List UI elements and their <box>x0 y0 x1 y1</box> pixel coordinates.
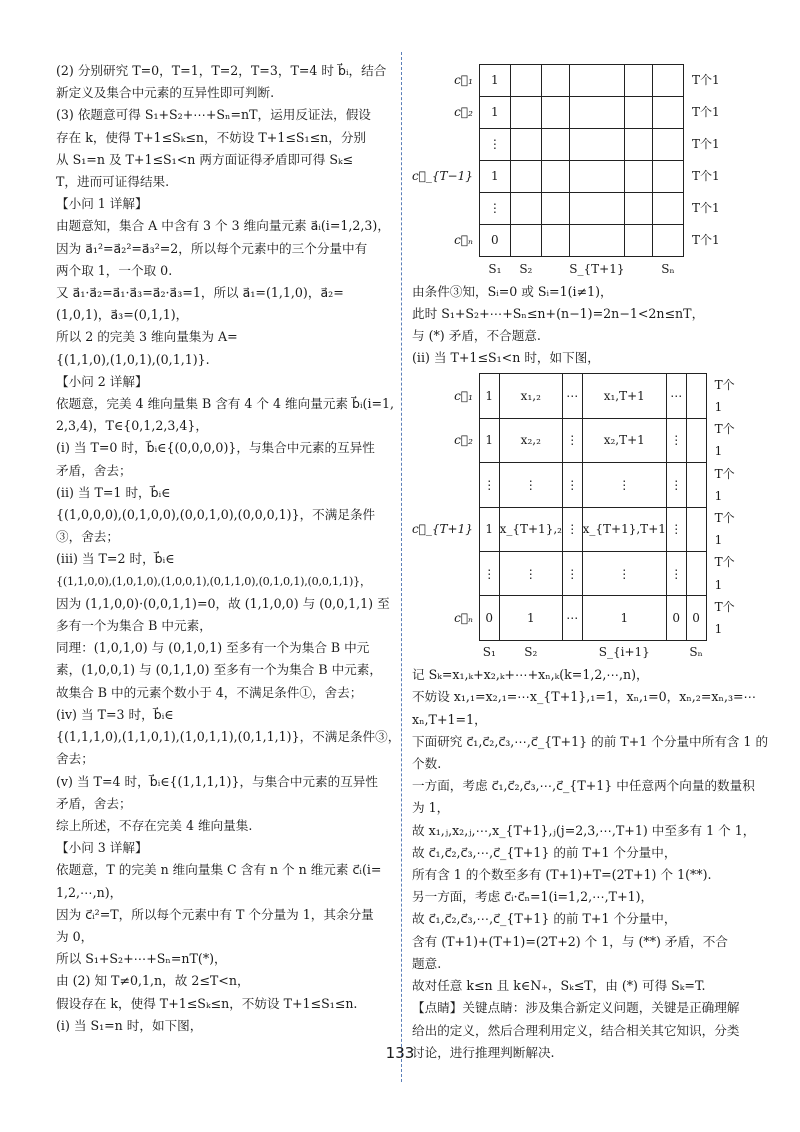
text-line: 因为 c⃗ᵢ²=T，所以每个元素中有 T 个分量为 1，其余分量 <box>56 906 374 922</box>
cell: 0 <box>666 596 686 640</box>
text-line: 与 (*) 矛盾，不合题意. <box>412 327 541 343</box>
cell <box>541 161 569 193</box>
column-sum-label: Sₙ <box>661 261 675 276</box>
column-sum-label <box>666 640 686 664</box>
text-line: 由条件③知，Sᵢ=0 或 Sᵢ=1(i≠1)， <box>412 283 613 299</box>
row-tail-label: T个1 <box>714 511 735 548</box>
text-line: 素，(1,0,0,1) 与 (0,1,1,0) 至多有一个为集合 B 中元素， <box>56 662 382 678</box>
text-line: 下面研究 c⃗₁,c⃗₂,c⃗₃,⋯,c⃗_{T+1} 的前 T+1 个分量中所有含 1 的 <box>412 733 769 749</box>
row-tail-label: T个1 <box>692 169 720 184</box>
column-sum-label <box>541 257 569 281</box>
text-line: (v) 当 T=4 时，b⃗ᵢ∈{(1,1,1,1)}，与集合中元素的互异性 <box>56 773 378 789</box>
column-sum-label <box>562 640 582 664</box>
text-line: 个数. <box>412 756 442 772</box>
cell <box>624 129 652 161</box>
text-line: 矛盾，舍去； <box>56 795 132 811</box>
cell <box>686 463 706 507</box>
cell: ⋮ <box>666 418 686 462</box>
cell: ⋮ <box>479 463 499 507</box>
cell <box>541 129 569 161</box>
text-line: 依题意，完美 4 维向量集 B 含有 4 个 4 维向量元素 b⃗ᵢ(i=1, <box>56 396 395 412</box>
cell: 1 <box>499 596 562 640</box>
row-tail-label: T个1 <box>692 201 720 216</box>
cell <box>652 225 683 257</box>
cell: ⋮ <box>582 463 666 507</box>
text-line: 此时 S₁+S₂+⋯+Sₙ≤n+(n−1)=2n−1<2n≤nT， <box>412 305 705 321</box>
cell <box>541 65 569 97</box>
text-line: 综上所述，不存在完美 4 维向量集. <box>56 817 253 833</box>
cell <box>652 193 683 225</box>
cell <box>510 193 541 225</box>
row-tail-label: T个1 <box>692 137 720 152</box>
text-line: (2) 分别研究 T=0，T=1，T=2，T=3，T=4 时 b⃗ᵢ，结合 <box>56 63 387 78</box>
row-vector-label <box>412 551 479 595</box>
cell: 1 <box>479 418 499 462</box>
text-line: 两个取 1，一个取 0. <box>56 262 173 278</box>
matrix-table-case-2 <box>412 373 740 664</box>
text-line: 给出的定义，然后合理利用定义，结合相关其它知识，分类 <box>412 1022 740 1038</box>
cell <box>541 225 569 257</box>
right-column <box>412 60 769 1064</box>
cell <box>569 97 624 129</box>
cell <box>686 551 706 595</box>
cell <box>569 129 624 161</box>
text-line: 从 S₁=n 及 T+1≤S₁<n 两方面证得矛盾即可得 Sₖ≤ <box>56 151 354 167</box>
cell <box>569 65 624 97</box>
row-tail-label: T个1 <box>714 377 735 415</box>
text-line: 因为 a⃗₁²=a⃗₂²=a⃗₃²=2，所以每个元素中的三个分量中有 <box>56 240 368 256</box>
text-line: (i) 当 S₁=n 时，如下图， <box>56 1017 203 1033</box>
text-line: 含有 (T+1)+(T+1)=(2T+2) 个 1，与 (**) 矛盾，不合 <box>412 933 728 949</box>
text-line: 故 x₁,ⱼ,x₂,ⱼ,⋯,x_{T+1},ⱼ(j=2,3,⋯,T+1) 中至多有 1 个 1， <box>412 822 756 838</box>
text-line: {(1,1,0),(1,0,1),(0,1,1)}. <box>56 351 210 367</box>
cell <box>624 65 652 97</box>
cell: ⋯ <box>562 596 582 640</box>
cell: 0 <box>686 596 706 640</box>
cell <box>510 65 541 97</box>
text-line: 另一方面，考虑 c⃗ᵢ·c⃗ₙ=1(i=1,2,⋯,T+1)， <box>412 889 654 905</box>
text-line: 依题意，T 的完美 n 维向量集 C 含有 n 个 n 维元素 c⃗ᵢ(i= <box>56 862 382 878</box>
cell <box>569 193 624 225</box>
text-line: 一方面，考虑 c⃗₁,c⃗₂,c⃗₃,⋯,c⃗_{T+1} 中任意两个向量的数量积 <box>412 778 755 794</box>
cell <box>624 161 652 193</box>
text-line: 为 1， <box>412 800 450 816</box>
text-line: 故 c⃗₁,c⃗₂,c⃗₃,⋯,c⃗_{T+1} 的前 T+1 个分量中， <box>412 911 677 927</box>
key-point-heading: 【点睛】关键点睛：涉及集合新定义问题，关键是正确理解 <box>412 1000 740 1016</box>
page-number: 133 <box>385 1044 415 1062</box>
cell <box>652 129 683 161</box>
text-line: (3) 依题意可得 S₁+S₂+⋯+Sₙ=nT，运用反证法，假设 <box>56 107 371 123</box>
text-line: 由 (2) 知 T≠0,1,n，故 2≤T<n， <box>56 973 250 989</box>
text-line: (ii) 当 T+1≤S₁<n 时，如下图， <box>412 350 600 366</box>
cell: 1 <box>479 374 499 418</box>
cell: ⋮ <box>562 507 582 551</box>
text-line: (1,0,1)，a⃗₃=(0,1,1)， <box>56 307 189 323</box>
cell: x_{T+1},₂ <box>499 507 562 551</box>
text-line: xₙ,T+1=1， <box>412 711 487 727</box>
section-heading: 【小问 1 详解】 <box>56 196 148 212</box>
text-line: 故 c⃗₁,c⃗₂,c⃗₃,⋯,c⃗_{T+1} 的前 T+1 个分量中， <box>412 844 677 860</box>
row-vector-label <box>412 463 479 507</box>
text-line: 题意. <box>412 955 442 971</box>
cell: x_{T+1},T+1 <box>582 507 666 551</box>
text-line: 为 0， <box>56 928 94 944</box>
cell: ⋮ <box>666 551 686 595</box>
text-line: 假设存在 k，使得 T+1≤Sₖ≤n，不妨设 T+1≤S₁≤n. <box>56 995 358 1011</box>
text-line: {(1,1,0,0),(1,0,1,0),(1,0,0,1),(0,1,1,0),(0,1,0,1),(0,0,1,1)}， <box>56 574 371 588</box>
row-tail-label: T个1 <box>714 599 735 637</box>
text-line: 多有一个为集合 B 中元素， <box>56 618 212 634</box>
cell: ⋮ <box>666 507 686 551</box>
text-line: 讨论，进行推理判断解决. <box>412 1044 555 1060</box>
cell: 1 <box>479 507 499 551</box>
text-line: T，进而可证得结果. <box>56 174 170 190</box>
cell <box>652 97 683 129</box>
column-sum-label: Sₙ <box>689 645 703 660</box>
cell: ⋯ <box>562 374 582 418</box>
text-line: 2,3,4)，T∈{0,1,2,3,4}， <box>56 418 208 434</box>
row-vector-label: c⃗ₙ <box>454 233 473 248</box>
text-line: ③，舍去； <box>56 529 119 545</box>
column-sum-label <box>624 257 652 281</box>
text-line: (iv) 当 T=3 时，b⃗ᵢ∈ <box>56 706 174 722</box>
column-sum-label: S₁ <box>482 645 496 660</box>
row-vector-label: c⃗_{T+1} <box>412 522 473 537</box>
cell <box>541 193 569 225</box>
cell: x₁,₂ <box>499 374 562 418</box>
text-line: 1,2,⋯,n)， <box>56 884 123 900</box>
cell: x₁,T+1 <box>582 374 666 418</box>
row-vector-label <box>412 129 479 161</box>
row-vector-label: c⃗_{T−1} <box>412 169 473 184</box>
text-line: 所以 2 的完美 3 维向量集为 A= <box>56 329 238 345</box>
text-line: 故对任意 k≤n 且 k∈N₊，Sₖ≤T，由 (*) 可得 Sₖ=T. <box>412 978 706 994</box>
matrix-table-case-1 <box>412 64 740 281</box>
cell <box>686 374 706 418</box>
text-line: 存在 k，使得 T+1≤Sₖ≤n，不妨设 T+1≤S₁≤n，分别 <box>56 129 367 145</box>
text-line: 所有含 1 的个数至多有 (T+1)+T=(2T+1) 个 1(**). <box>412 867 712 883</box>
row-tail-label: T个1 <box>692 105 720 120</box>
text-line: 新定义及集合中元素的互异性即可判断. <box>56 85 275 101</box>
cell <box>569 161 624 193</box>
cell: ⋮ <box>562 418 582 462</box>
row-vector-label: c⃗₂ <box>454 105 473 120</box>
cell <box>652 161 683 193</box>
row-tail-label: T个1 <box>692 233 720 248</box>
cell: ⋮ <box>562 463 582 507</box>
column-sum-label: S_{i+1} <box>598 645 650 660</box>
cell <box>686 418 706 462</box>
cell <box>624 225 652 257</box>
text-line: 因为 (1,1,0,0)·(0,0,1,1)=0，故 (1,1,0,0) 与 (0,0,1,1) 至 <box>56 595 390 611</box>
text-line: (ii) 当 T=1 时，b⃗ᵢ∈ <box>56 484 171 500</box>
text-line: 舍去； <box>56 751 94 767</box>
cell <box>510 97 541 129</box>
cell <box>686 507 706 551</box>
text-line: 由题意知，集合 A 中含有 3 个 3 维向量元素 a⃗ᵢ(i=1,2,3)， <box>56 218 390 234</box>
cell <box>624 193 652 225</box>
row-vector-label <box>412 193 479 225</box>
column-sum-label: S_{T+1} <box>569 261 625 276</box>
row-tail-label: T个1 <box>692 73 720 88</box>
cell <box>510 225 541 257</box>
column-sum-label: S₂ <box>519 261 533 276</box>
cell <box>510 161 541 193</box>
cell: ⋮ <box>499 463 562 507</box>
cell: ⋮ <box>479 193 510 225</box>
row-tail-label: T个1 <box>714 555 735 592</box>
row-vector-label: c⃗₁ <box>454 388 473 403</box>
cell: ⋮ <box>499 551 562 595</box>
section-heading: 【小问 2 详解】 <box>56 373 148 389</box>
cell: 1 <box>582 596 666 640</box>
cell: x₂,T+1 <box>582 418 666 462</box>
row-vector-label: c⃗ₙ <box>454 610 473 625</box>
text-line: (i) 当 T=0 时，b⃗ᵢ∈{(0,0,0,0)}，与集合中元素的互异性 <box>56 440 375 456</box>
row-vector-label: c⃗₁ <box>454 73 473 88</box>
text-line: 不妨设 x₁,₁=x₂,₁=⋯x_{T+1},₁=1，xₙ,₁=0，xₙ,₂=xₙ,₃=⋯ <box>412 689 757 705</box>
cell: ⋮ <box>582 551 666 595</box>
cell: ⋮ <box>479 129 510 161</box>
row-vector-label: c⃗₂ <box>454 433 473 448</box>
section-heading: 【小问 3 详解】 <box>56 840 148 856</box>
column-divider <box>401 52 402 1082</box>
column-sum-label: S₂ <box>524 645 538 660</box>
cell <box>510 129 541 161</box>
row-tail-label: T个1 <box>714 422 735 459</box>
cell: 1 <box>479 97 510 129</box>
text-line: (iii) 当 T=2 时，b⃗ᵢ∈ <box>56 551 175 567</box>
cell: ⋮ <box>479 551 499 595</box>
cell: ⋮ <box>666 463 686 507</box>
text-line: 故集合 B 中的元素个数小于 4，不满足条件①，舍去； <box>56 684 363 700</box>
cell: 1 <box>479 65 510 97</box>
cell: ⋯ <box>666 374 686 418</box>
cell <box>541 97 569 129</box>
cell <box>624 97 652 129</box>
text-line: {(1,1,1,0),(1,1,0,1),(1,0,1,1),(0,1,1,1)}，不满足条件③， <box>56 729 401 745</box>
cell <box>569 225 624 257</box>
text-line: 矛盾，舍去； <box>56 462 132 478</box>
cell: 0 <box>479 596 499 640</box>
column-sum-label: S₁ <box>488 261 502 276</box>
cell: x₂,₂ <box>499 418 562 462</box>
text-line: 同理：(1,0,1,0) 与 (0,1,0,1) 至多有一个为集合 B 中元 <box>56 640 370 656</box>
cell: 0 <box>479 225 510 257</box>
text-line: {(1,0,0,0),(0,1,0,0),(0,0,1,0),(0,0,0,1)}，不满足条件 <box>56 507 376 523</box>
cell <box>652 65 683 97</box>
cell: ⋮ <box>562 551 582 595</box>
text-line: 所以 S₁+S₂+⋯+Sₙ=nT(*)， <box>56 951 227 967</box>
cell: 1 <box>479 161 510 193</box>
text-line: 又 a⃗₁·a⃗₂=a⃗₁·a⃗₃=a⃗₂·a⃗₃=1，所以 a⃗₁=(1,1,0)，a⃗₂= <box>56 285 344 301</box>
left-column <box>56 60 401 1037</box>
text-line: 记 Sₖ=x₁,ₖ+x₂,ₖ+⋯+xₙ,ₖ(k=1,2,⋯,n)， <box>412 667 649 683</box>
row-tail-label: T个1 <box>714 466 735 503</box>
